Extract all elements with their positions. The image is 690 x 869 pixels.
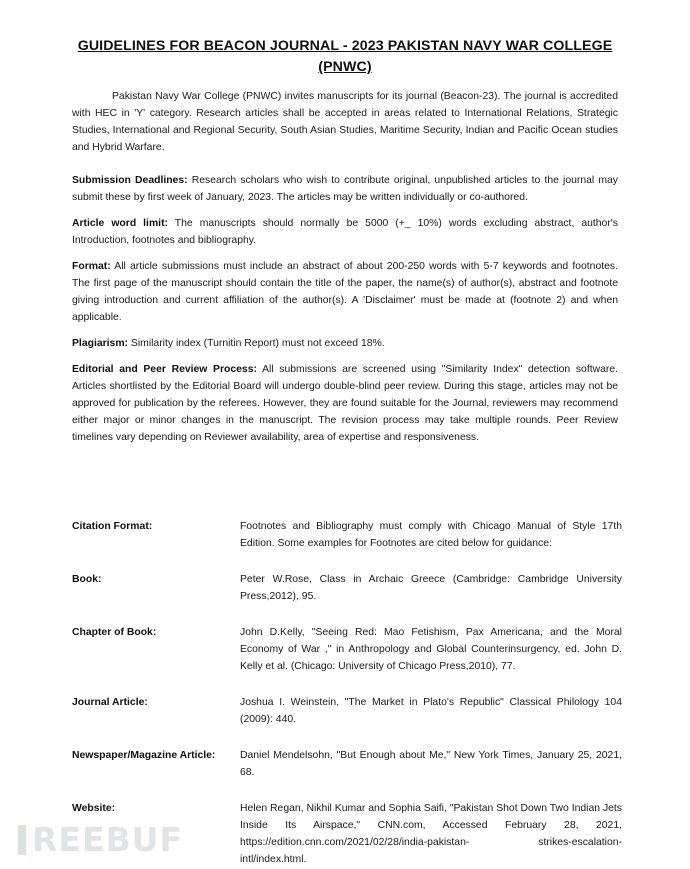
citation-value: John D.Kelly, "Seeing Red: Mao Fetishism, Pax Americana, and the Moral Economy of War ," in Anthropology and Global Counterinsurgency, ed. John D. Kelly et al. (Chicago: University of Chicago Press,2010), 77. [240, 627, 622, 672]
citation-row-book [72, 571, 622, 605]
word-limit-text: The manuscripts should normally be 5000 (+_ 10%) words excluding abstract, author's Introduction, footnotes and bibliography. [72, 218, 618, 246]
watermark-logo [18, 820, 183, 860]
citation-row-journal [72, 694, 622, 728]
plagiarism-heading: Plagiarism: [72, 338, 129, 349]
citation-value: Helen Regan, Nikhil Kumar and Sophia Saifi, "Pakistan Shot Down Two Indian Jets Inside Its Airspace," CNN.com, Accessed February 28, 2021, https://edition.cnn.com/2021/02/28/india-pakistan- strikes-escalation-intl/index.html. [240, 803, 622, 865]
citation-label: Newspaper/Magazine Article: [72, 750, 216, 761]
citation-value: Daniel Mendelsohn, "But Enough about Me," New York Times, January 25, 2021, 68. [240, 750, 622, 778]
citation-row-format [72, 518, 622, 552]
citation-label: Chapter of Book: [72, 627, 157, 638]
citation-examples-table [72, 518, 622, 868]
watermark-text: REEBUF [32, 820, 183, 859]
document-title: GUIDELINES FOR BEACON JOURNAL - 2023 PAKISTAN NAVY WAR COLLEGE (PNWC) [77, 38, 613, 75]
submission-deadlines-heading: Submission Deadlines: [72, 175, 188, 186]
citation-label: Book: [72, 574, 102, 585]
word-limit-heading: Article word limit: [72, 218, 168, 229]
citation-value: Joshua I. Weinstein, "The Market in Plato's Republic" Classical Philology 104 (2009): 440. [240, 697, 622, 725]
submission-deadlines-text: Research scholars who wish to contribute original, unpublished articles to the journal may submit these by first week of January, 2023. The articles may be written individually or co-authored. [72, 175, 618, 203]
citation-row-chapter [72, 624, 622, 675]
intro-paragraph: Pakistan Navy War College (PNWC) invites manuscripts for its journal (Beacon-23). The journal is accredited with HEC in 'Y' category. Research articles shall be accepted in areas related to International Relations, Strategic Studies, International and Regional Security, South Asian Studies, Maritime Security, Indian and Pacific Ocean studies and Hybrid Warfare. [72, 91, 618, 153]
citation-row-newspaper [72, 747, 622, 781]
watermark-bar-icon [18, 825, 26, 855]
citation-value: Peter W.Rose, Class in Archaic Greece (Cambridge: Cambridge University Press,2012), 95. [240, 574, 622, 602]
submission-deadlines-paragraph [72, 172, 618, 206]
format-text: All article submissions must include an abstract of about 200-250 words with 5-7 keywords and footnotes. The first page of the manuscript should contain the title of the paper, the name(s) of author(s), abstract and footnote giving introduction and current affiliation of the author(s). A 'Disclaimer' must be made at (footnote 2) and when applicable. [72, 261, 618, 323]
plagiarism-paragraph [72, 335, 618, 352]
citation-label: Website: [72, 803, 116, 814]
plagiarism-text: Similarity index (Turnitin Report) must not exceed 18%. [128, 338, 385, 349]
format-heading: Format: [72, 261, 111, 272]
citation-value: Footnotes and Bibliography must comply with Chicago Manual of Style 17th Edition. Some examples for Footnotes are cited below for guidance: [240, 521, 622, 549]
citation-label: Journal Article: [72, 697, 148, 708]
citation-label: Citation Format: [72, 521, 153, 532]
word-limit-paragraph [72, 215, 618, 249]
peer-review-paragraph [72, 361, 618, 446]
peer-review-heading: Editorial and Peer Review Process: [72, 364, 257, 375]
document-page [72, 36, 618, 455]
format-paragraph [72, 258, 618, 326]
peer-review-text: All submissions are screened using "Similarity Index" detection software. Articles shortlisted by the Editorial Board will undergo double-blind peer review. During this stage, articles may not be approved for publication by the referees. However, they are found suitable for the Journal, reviewers may recommend either major or minor changes in the manuscript. The revision process may take multiple rounds. Peer Review timelines vary depending on Reviewer availability, area of expertise and responsiveness. [72, 364, 619, 443]
